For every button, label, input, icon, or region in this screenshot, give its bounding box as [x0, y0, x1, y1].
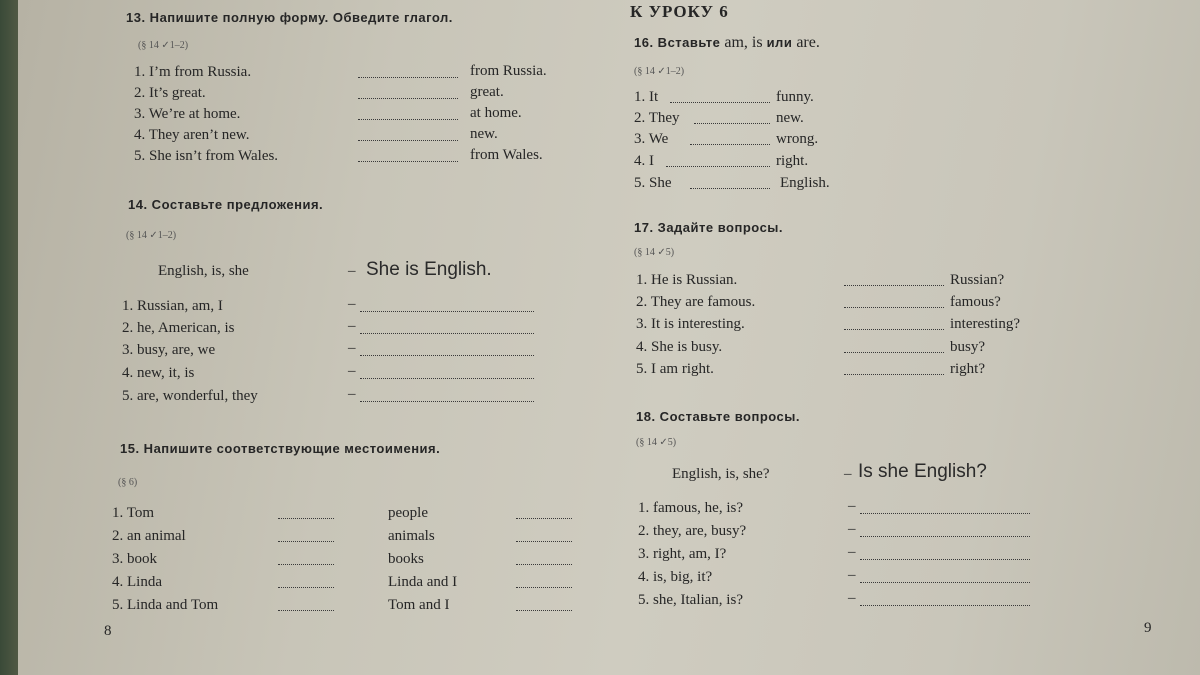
- ex16-title: [634, 34, 820, 52]
- ex15-item-2: 2. an animal: [112, 528, 186, 544]
- ex16-ref: (§ 14 ✓1–2): [634, 66, 685, 77]
- ex14-blank-4[interactable]: [360, 378, 534, 379]
- ex14-example-answer: She is English.: [366, 259, 492, 280]
- ex18-dash-1: –: [848, 498, 856, 514]
- workbook-spread: [18, 0, 1200, 675]
- ex15-blank-left-2[interactable]: [278, 541, 334, 542]
- ex14-item-3: 3. busy, are, we: [122, 342, 216, 358]
- ex17-item-5: 5. I am right.: [636, 361, 714, 377]
- ex14-item-1: 1. Russian, am, I: [122, 298, 223, 314]
- ex13-title: 13. Напишите полную форму. Обведите глагол.: [126, 10, 453, 25]
- ex15-item-right-3: books: [388, 551, 424, 567]
- ex16-blank-5[interactable]: [690, 188, 770, 189]
- ex14-title: 14. Составьте предложения.: [128, 197, 324, 212]
- ex16-title-are: are.: [796, 34, 820, 51]
- ex15-item-right-4: Linda and I: [388, 574, 458, 590]
- ex14-item-2: 2. he, American, is: [122, 320, 235, 336]
- ex18-blank-3[interactable]: [860, 559, 1030, 560]
- ex17-tail-4: busy?: [950, 339, 985, 355]
- ex13-item-3: 3. We’re at home.: [134, 106, 241, 122]
- ex16-tail-2: new.: [776, 110, 804, 126]
- page-number-right: 9: [1144, 620, 1152, 636]
- ex15-item-right-5: Tom and I: [388, 597, 450, 613]
- page-number-left: 8: [104, 623, 112, 639]
- ex15-blank-right-2[interactable]: [516, 541, 572, 542]
- ex13-ref: (§ 14 ✓1–2): [138, 40, 189, 51]
- ex13-item-5: 5. She isn’t from Wales.: [134, 148, 279, 164]
- ex18-dash-3: –: [848, 544, 856, 560]
- ex14-ref: (§ 14 ✓1–2): [126, 230, 177, 241]
- ex13-blank-1[interactable]: [358, 77, 458, 78]
- ex18-example-answer: Is she English?: [858, 461, 987, 482]
- ex15-item-5: 5. Linda and Tom: [112, 597, 219, 613]
- ex17-ref: (§ 14 ✓5): [634, 247, 675, 258]
- ex16-blank-4[interactable]: [666, 166, 770, 167]
- ex17-title: 17. Задайте вопросы.: [634, 220, 784, 235]
- ex18-example-words: English, is, she?: [672, 466, 770, 482]
- ex15-blank-right-5[interactable]: [516, 610, 572, 611]
- ex17-tail-3: interesting?: [950, 316, 1020, 332]
- ex16-tail-4: right.: [776, 153, 809, 169]
- ex18-title: 18. Составьте вопросы.: [636, 409, 800, 424]
- ex17-blank-5[interactable]: [844, 374, 944, 375]
- ex15-blank-left-5[interactable]: [278, 610, 334, 611]
- ex17-item-1: 1. He is Russian.: [636, 272, 738, 288]
- ex13-blank-5[interactable]: [358, 161, 458, 162]
- ex16-item-1: 1. It: [634, 89, 659, 105]
- ex18-dash-5: –: [848, 590, 856, 606]
- ex13-blank-3[interactable]: [358, 119, 458, 120]
- ex16-blank-1[interactable]: [670, 102, 770, 103]
- ex17-item-3: 3. It is interesting.: [636, 316, 745, 332]
- ex14-dash-1: –: [348, 296, 356, 312]
- ex14-example-dash: –: [348, 263, 356, 279]
- ex13-blank-4[interactable]: [358, 140, 458, 141]
- ex18-ref: (§ 14 ✓5): [636, 437, 677, 448]
- ex18-item-5: 5. she, Italian, is?: [638, 592, 743, 608]
- ex15-item-1: 1. Tom: [112, 505, 155, 521]
- ex13-tail-2: great.: [470, 84, 504, 100]
- ex18-dash-2: –: [848, 521, 856, 537]
- ex16-title-words: am, is: [724, 34, 763, 51]
- ex17-blank-4[interactable]: [844, 352, 944, 353]
- ex17-tail-5: right?: [950, 361, 985, 377]
- ex17-blank-1[interactable]: [844, 285, 944, 286]
- ex15-blank-left-4[interactable]: [278, 587, 334, 588]
- ex15-blank-right-1[interactable]: [516, 518, 572, 519]
- ex15-item-right-2: animals: [388, 528, 435, 544]
- ex18-blank-1[interactable]: [860, 513, 1030, 514]
- ex13-blank-2[interactable]: [358, 98, 458, 99]
- ex14-dash-5: –: [348, 386, 356, 402]
- ex18-example-dash: –: [844, 466, 852, 482]
- ex15-blank-left-3[interactable]: [278, 564, 334, 565]
- ex14-dash-4: –: [348, 363, 356, 379]
- ex17-tail-1: Russian?: [950, 272, 1005, 288]
- ex18-item-1: 1. famous, he, is?: [638, 500, 743, 516]
- ex18-blank-4[interactable]: [860, 582, 1030, 583]
- ex14-item-5: 5. are, wonderful, they: [122, 388, 258, 404]
- ex14-item-4: 4. new, it, is: [122, 365, 195, 381]
- ex15-blank-right-3[interactable]: [516, 564, 572, 565]
- ex18-item-2: 2. they, are, busy?: [638, 523, 747, 539]
- ex13-tail-1: from Russia.: [470, 63, 547, 79]
- ex15-ref: (§ 6): [118, 477, 138, 488]
- ex16-item-5: 5. She: [634, 175, 672, 191]
- ex13-tail-5: from Wales.: [470, 147, 543, 163]
- ex18-dash-4: –: [848, 567, 856, 583]
- ex15-item-4: 4. Linda: [112, 574, 162, 590]
- ex18-blank-2[interactable]: [860, 536, 1030, 537]
- ex16-blank-3[interactable]: [690, 144, 770, 145]
- ex14-blank-1[interactable]: [360, 311, 534, 312]
- ex14-dash-2: –: [348, 318, 356, 334]
- ex16-item-2: 2. They: [634, 110, 680, 126]
- ex17-item-2: 2. They are famous.: [636, 294, 756, 310]
- ex15-blank-left-1[interactable]: [278, 518, 334, 519]
- ex15-blank-right-4[interactable]: [516, 587, 572, 588]
- ex16-tail-1: funny.: [776, 89, 814, 105]
- ex16-item-3: 3. We: [634, 131, 669, 147]
- ex13-tail-3: at home.: [470, 105, 522, 121]
- ex15-item-3: 3. book: [112, 551, 157, 567]
- ex14-blank-3[interactable]: [360, 355, 534, 356]
- ex15-title: 15. Напишите соответствующие местоимения.: [120, 441, 441, 456]
- ex17-blank-3[interactable]: [844, 329, 944, 330]
- ex13-tail-4: new.: [470, 126, 498, 142]
- ex14-blank-5[interactable]: [360, 401, 534, 402]
- ex17-blank-2[interactable]: [844, 307, 944, 308]
- ex15-item-right-1: people: [388, 505, 428, 521]
- ex16-title-or: или: [766, 35, 793, 50]
- ex17-tail-2: famous?: [950, 294, 1001, 310]
- ex18-blank-5[interactable]: [860, 605, 1030, 606]
- ex14-blank-2[interactable]: [360, 333, 534, 334]
- ex13-item-4: 4. They aren’t new.: [134, 127, 250, 143]
- ex16-tail-5: English.: [780, 175, 830, 191]
- ex14-dash-3: –: [348, 340, 356, 356]
- ex16-item-4: 4. I: [634, 153, 654, 169]
- ex18-item-4: 4. is, big, it?: [638, 569, 713, 585]
- lesson-heading: К УРОКУ 6: [630, 2, 729, 21]
- ex14-example-words: English, is, she: [158, 263, 249, 279]
- ex16-blank-2[interactable]: [694, 123, 770, 124]
- ex17-item-4: 4. She is busy.: [636, 339, 723, 355]
- ex13-item-1: 1. I’m from Russia.: [134, 64, 252, 80]
- ex13-item-2: 2. It’s great.: [134, 85, 206, 101]
- ex16-tail-3: wrong.: [776, 131, 819, 147]
- ex16-title-prefix: 16. Вставьте: [634, 35, 721, 50]
- ex18-item-3: 3. right, am, I?: [638, 546, 727, 562]
